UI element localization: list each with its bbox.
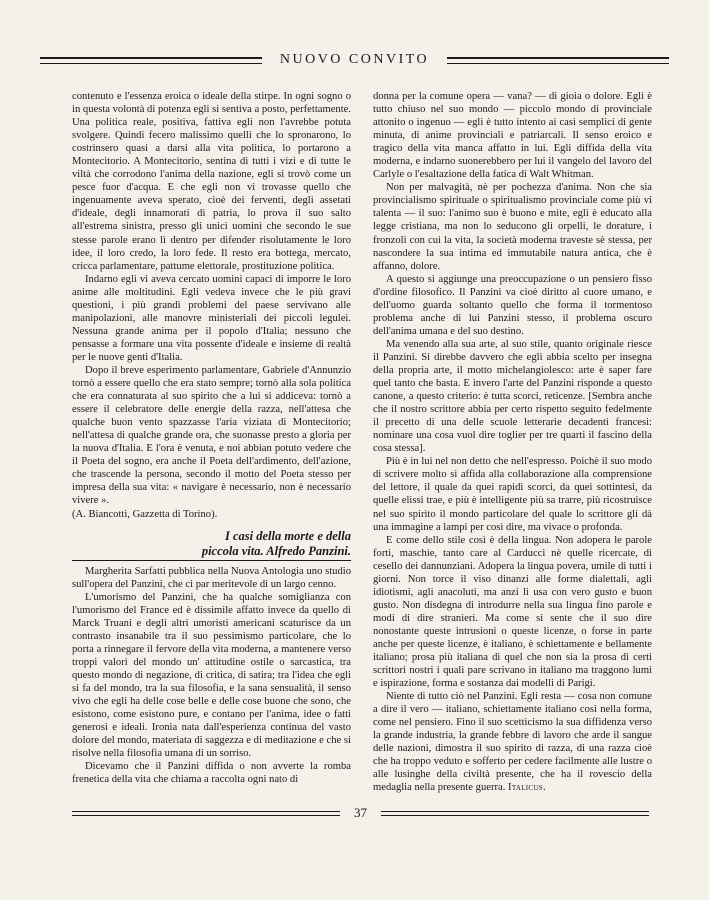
section-heading: [72, 529, 351, 561]
article-body: [72, 90, 652, 802]
paragraph-text: Niente di tutto ciò nel Panzini. Egli resta — cosa non comune a dire il vero — italiano, schiettamente italiano così nella forma, come nel pensiero. Fino il suo scetticismo la sua diffidenza verso la grande industria, la grande febbre di lavoro che arde il sangue delle nazioni, dimostra il suo spirito di razza, di una razza cioè che ha troppo veduto e sofferto per cedere facilmente alle lustre o alle lusinghe della civiltà presente, che ha il rovescio della medaglia nella presente guerra.: [373, 691, 652, 794]
paragraph: contenuto e l'essenza eroica o ideale della stirpe. In ogni sogno o in questa volontà di potenza egli si sentiva a posto, perfettamente. Una politica reale, positiva, fattiva egli non l'avrebbe potuta svolgere. Quindi fecero malissimo quelli che lo spronarono, lo costrinsero quasi a darsi alla vita politica, lo portarono a Montecitorio. A Montecitorio, sentina di tutti i vizi e di tutte le viltà che corrodono l'anima della nazione, egli si trovò come un pesce fuor d'acqua. E che egli non vi trovasse quello che ingenuamente aveva sperato, cioè dei ferventi, degli assetati d'ideale, degli innamorati di patria, lo prova il suo salto all'estrema sinistra, presso gli unici uomini che secondo le sue stesse parole erano lì dentro per difender risolutamente le loro idee, il loro credo, la loro fede. Il resto era bottega, mercato, cricca parlamentare, pattume elettorale, prostituzione politica.: [72, 91, 351, 272]
journal-title: NUOVO CONVITO: [279, 52, 430, 67]
page-number: 37: [354, 805, 367, 820]
page-footer: [72, 805, 649, 821]
section-heading-line: I casi della morte e della: [224, 528, 351, 543]
left-column: [72, 90, 351, 802]
header-rule-left: [40, 57, 262, 64]
section-heading-line: piccola vita. Alfredo Panzini.: [201, 543, 351, 558]
paragraph: Non per malvagità, nè per pochezza d'anima. Non che sia provincialismo spirituale o spiritualismo provinciale come più vi talenta — il suo: l'animo suo è buono e mite, egli è educato alla legge cristiana, ma non lo seducono gli orpelli, le dorature, i fronzoli con cui la vita, la società moderna traveste sè stessa, per nascondere la sua intima ed immutabile natura antica, che è affanno, dolore.: [373, 182, 652, 272]
paragraph: Margherita Sarfatti pubblica nella Nuova Antologia uno studio sull'opera del Panzini, che ci par meritevole di un largo cenno.: [72, 565, 351, 590]
paragraph: Dicevamo che il Panzini diffida o non avverte la romba frenetica della vita che chiama a raccolta ogni nato di: [72, 761, 351, 786]
paragraph: Dopo il breve esperimento parlamentare, Gabriele d'Annunzio tornò a essere quello che era stato sempre; tornò alla sola politica che era connaturata al suo spirito che a lui si addiceva: tornò a essere il celebratore delle energie della razza, nell'attesa che qualche buon vento spazzasse l'aria viziata di Montecitorio; nell'attesa di qualche grande ora, che suonasse presto a gloria per la nuova d'Italia. E l'ora è venuta, e noi abbian potuto vedere che il Poeta del sogno, era anche il Poeta dell'ardimento, dell'azione, che trascende la persona, secondo il motto del Poeta stesso per impresa della sua vita: « navigare è necessario, non è necessario vivere ».: [72, 364, 351, 507]
paragraph: Indarno egli vi aveva cercato uomini capaci di imporre le loro anime alle moltitudini. Egli vedeva invece che le più gravi questioni, i più grandi problemi del paese servivano alle manipolazioni, alle manovre ministeriali dei piccoli leguleì. Nessuna grande anima per il popolo d'Italia; nessuno che pensasse a formare una vita possente d'ideale e insieme di realtà per le nuove genti d'Italia.: [72, 273, 351, 363]
footer-rule-left: [72, 811, 340, 816]
running-header: [40, 50, 669, 70]
source-citation: (A. Biancotti, Gazzetta di Torino).: [72, 508, 218, 520]
footer-rule-right: [381, 811, 649, 816]
header-rule-right: [447, 57, 669, 64]
paragraph: donna per la comune opera — vana? — di gioia o dolore. Egli è tutto chiuso nel suo mondo — piccolo mondo di provinciale attonito o ingenuo — egli è tutto intento ai casi semplici di gente minuta, di anime provinciali e patriarcali. Il senso eroico e tragico della vita manca affatto in lui. Egli diffida della vita moderna, e indarno suonerebbero per lui il vangelo del lavoro del Carlyle o l'esaltazione della fatica di Walt Whitman.: [373, 91, 652, 181]
paragraph: [373, 690, 652, 794]
paragraph: Più è in lui nel non detto che nell'espresso. Poichè il suo modo di scrivere molto si affida alla collaborazione alla comprensione del lettore, il quale da quei rapidi scorci, da quei sottintesi, da quelle elissi trae, e più è intelligente più sa trarre, più ricostruisce nel suo spirito il mondo particolare del quale lo scrittore gli dà una immagine a lampi per così dire, ma vivace o profonda.: [373, 456, 652, 533]
author-signature: Italicus.: [508, 782, 546, 794]
paragraph: A questo si aggiunge una preoccupazione o un pensiero fisso d'ordine filosofico. Il Panzini va cioè diritto al cuore umano, e dell'uomo guarda soltanto quello che forma il tormentoso problema anche di lui Panzini stesso, il problema oscuro dell'anima umana e del suo destino.: [373, 273, 652, 337]
paragraph: L'umorismo del Panzini, che ha qualche somiglianza con l'umorismo del France ed è dissimile affatto invece da quello di Marck Truani e degli altri umoristi americani scaturisce da un contrasto insanabile tra il suo pessimismo particolare, che lo porta a rinnegare il fervore della vita moderna, a mantenere verso troppi valori del mondo un' attitudine ostile o sarcastica, tra questo mondo di negazione, di critica, di satira; tra l'idea che egli si fa del mondo, tra la sua filosofia, e la sana sensualità, il senso vivo che egli ha delle cose belle e delle cose buone che sono, che esistono, come esistono pure, e contano per l'anima, idee o fatti generosi e ideali. Ironia nata dall'esperienza continua del vasto dolore del mondo, materiata di saggezza e di meditazione e che si risolve nella filosofia umana di un sorriso.: [72, 591, 351, 760]
right-column: [373, 90, 652, 802]
paragraph: E come dello stile così è della lingua. Non adopera le parole forti, maschie, tanto care al Carducci nè quelle ricercate, di cesello dei dannunziani. Adopera la lingua povera, umile di tutti i giorni. Non torce il viso dinanzi alle forme dialettali, agli idiotismi, agli anacoluti, ma anzi li usa con vero gusto e buon gusto. Non disdegna di introdurre nella sua lingua fino parole e modi di dire stranieri. Ma come si sente che il suo dire nonostante queste intrusioni o queste licenze, o forse in parte anche per queste licenze, è italiano, è schiettamente e bellamente italiano; prosa più italiana di quel che non sia la prosa di certi scrittori nostri i quali pare scrivano in italiano ma traggono lumi e ispirazione, forma e sostanza dai modelli di Parigi.: [373, 534, 652, 690]
paragraph: Ma venendo alla sua arte, al suo stile, quanto originale riesce il Panzini. Si direbbe davvero che egli abbia scelto per insegna della propria arte, il motto michelangiolesco: arte è saper fare quel tanto che basta. E invero l'arte del Panzini risponde a questo canone, a questo criterio: è tutta scorci, reticenze. [Sembra anche che il nostro scrittore abbia per certo rispetto seguito fedelmente il precetto di una delle scuole letterarie decadenti francesi: nominare una cosa vuol dire toglier per tre quarti il fascino della cosa stessa].: [373, 338, 652, 455]
